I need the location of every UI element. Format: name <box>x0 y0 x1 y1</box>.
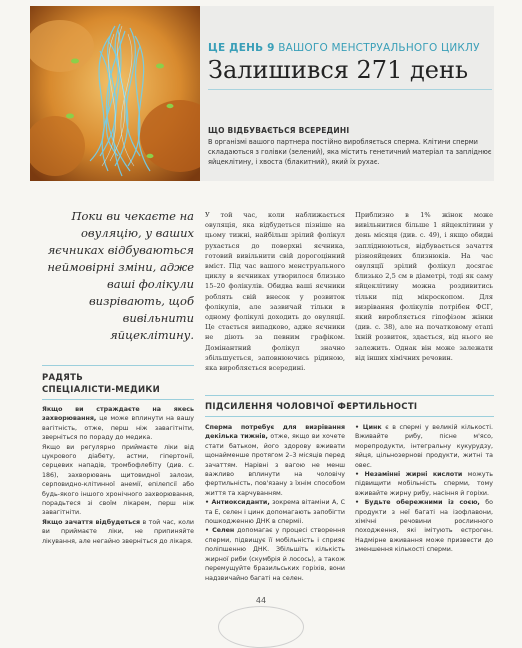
support-divider-top <box>205 395 494 396</box>
support-divider-bottom <box>205 416 494 417</box>
male-fertility-column-1: Сперма потребує для визрівання декілька тижнів, отже, якщо ви хочете стати батьком, його здорову вживати щонайменше протягом 2–3 місяців перед зачаттям. Нарівні з вагою не менш важливо вплинути на чоловічу фертильність, пов'язану з їхнім способом життя та харчуванням. • Антиоксиданти, зокрема вітаміни А, С та Е, селен і цинк допомагають запобігти пошкодженню ДНК в сперміі. • Селен допомагає у процесі створення сперми, підвищує її мобільність і сприяє поліпшенню ДНК. Збільшіть кількість жирної риби (скумбрія й лосось), а також перемущуйте бразильських горіхів, вони надзвичайно багаті на селен. <box>205 424 345 582</box>
what-happens-title: ЩО ВІДБУВАЄТЬСЯ ВСЕРЕДИНІ <box>208 126 350 135</box>
male-fertility-title: ПІДСИЛЕННЯ ЧОЛОВІЧОЇ ФЕРТИЛЬНОСТІ <box>205 402 418 412</box>
doctors-advice-text: Якщо ви страждаєте на якесь захворювання, це може вплинути на вашу вагітність, отже, перш ніж завагітніти, зверніться по пораду до медика. Якщо ви регулярно приймаєте ліки від цукрового діабету, астми, гіпертонії, серцевих нападів, тромбофлебіту (див. с. 186), захворювань щитовидної залози, серповидно-клітинної анемії, епілепсії або будь-якого іншого хронічного захворювання, порадьтеся зі своїм лікарем, перш ніж завагітніти. Якщо зачаття відбудеться в той час, коли ви приймаєте ліки, не припиняйте лікування, але негайно зверніться до лікаря. <box>42 406 194 545</box>
what-happens-text: В організмі вашого партнера постійно виробляється сперма. Клітини сперми складаються з голівки (зелений), яка містить генетичний матеріал та запліднює яйцеклітину, і хвоста (блакитний), який їх рухає. <box>208 138 492 166</box>
body-column-2: Приблизно в 1% жінок може вивільнитися більше 1 яйцеклітини у день місяця (див. с. 49), і якщо обидві запліднюються, відбувається зачаття різнояйцевих близнюків. На час овуляції зрілий фолікул досягає близько 2,5 см в діаметрі, тоді як саму яйцеклітину можна роздивитись тільки під мікроскопом. Для визрівання фолікулів потрібен ФСГ, який виробляється гіпофізом жінки (див. с. 38), але на початковому етапі їхній розвиток, здається, від нього не залежить. Однак він може залежати від інших хімічних речовин. <box>355 211 493 362</box>
body-column-1: У той час, коли наближається овуляція, яка відбудеться пізніше на цьому тижні, найбільш зрілий фолікул рухається до поверхні яєчника, готовий вивільнити свій дорогоцінний вміст. Під час вашого менструального циклу в яєчниках утворилося близько 15–20 фолікулів. Обидва ваші яєчники роблять свій внесок у розвиток фолікулів, але зазвичай тільки в одному фолікулі доходить до овуляції. Це стається випадково, адже яєчники не діють за певним графіком. Домінантний фолікул значно збільшується, заповнюючись рідиною, яка виробляється всередині. <box>205 211 345 373</box>
male-fertility-column-2: • Цинк є в спермі у великій кількості. Вживайте рибу, пісне м'ясо, морепродукти, інтегральну кукурудзу, яйця, цільнозернові продукти, житні та овес. • Незамінні жирні кислоти можуть підвищити мобільність сперми, тому вживайте жирну рибу, насіння й горіхи. • Будьте обережними із соєю, бо продукти з неї багаті на ізофлавони, хімічні речовини рослинного походження, які імітують естроген. Надмірне вживання може призвести до зменшення кількості сперми. <box>355 424 494 554</box>
headline-divider <box>208 89 492 90</box>
doctors-divider <box>42 399 194 400</box>
section-side-label <box>22 290 34 370</box>
sperm-micrograph-image <box>30 6 200 181</box>
quote-divider <box>42 365 194 366</box>
pull-quote: Поки ви чекаєте на овуляцію, у ваших яєчниках відбуваються неймовірні зміни, адже ваші фолікули визрівають, щоб вивільнити яйцеклітину. <box>47 209 194 342</box>
page-number-arc <box>218 606 304 648</box>
page-headline: Залишився 271 день <box>208 56 469 84</box>
page-number: 44 <box>255 596 267 605</box>
doctors-advice-title: РАДЯТЬ СПЕЦІАЛІСТИ-МЕДИКИ <box>42 373 161 395</box>
day-kicker: ЦЕ ДЕНЬ 9 ВАШОГО МЕНСТРУАЛЬНОГО ЦИКЛУ <box>208 42 480 54</box>
